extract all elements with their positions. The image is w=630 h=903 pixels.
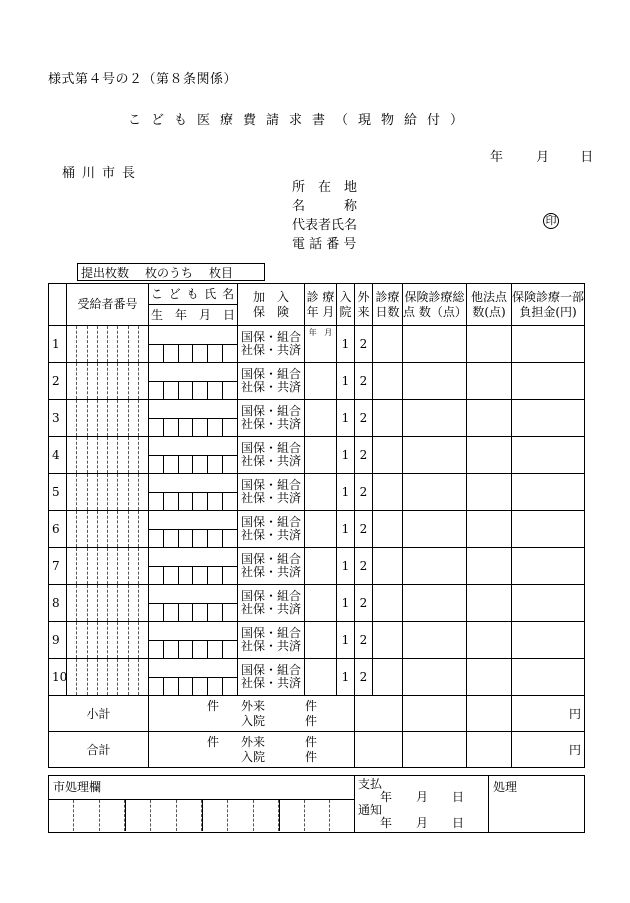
child-name-field[interactable]	[149, 661, 237, 678]
payment-date: 年 月 日	[380, 790, 465, 804]
outpatient-cell[interactable]: 2	[355, 400, 373, 437]
date-line	[490, 146, 593, 165]
child-name-field[interactable]	[149, 513, 237, 530]
treatment-month-cell[interactable]	[305, 363, 337, 400]
outpatient-cell[interactable]: 2	[355, 437, 373, 474]
other-law-cell[interactable]	[467, 363, 512, 400]
city-processing-cell	[49, 776, 355, 833]
inpatient-header-2: 院	[339, 304, 352, 319]
child-header	[149, 284, 238, 326]
submit-of: 枚のうち	[145, 265, 194, 280]
outpatient-cell[interactable]: 2	[355, 585, 373, 622]
date-day: 日	[580, 150, 594, 165]
child-cell[interactable]	[149, 363, 238, 400]
insurance-opt-1: 国保・組合	[240, 478, 301, 492]
total-row	[49, 732, 585, 768]
representative-label: 代表者氏名	[292, 218, 358, 233]
child-cell[interactable]	[149, 511, 238, 548]
inpatient-cell[interactable]: 1	[337, 400, 355, 437]
child-cell[interactable]	[149, 474, 238, 511]
days-header-2: 日数	[375, 304, 400, 319]
insurance-opt-2: 社保・共済	[240, 380, 301, 394]
row-number: 4	[49, 437, 67, 474]
points-cell[interactable]	[403, 474, 467, 511]
copay-header-1: 保険診療一部	[512, 289, 585, 304]
row-number: 10	[49, 659, 67, 696]
insurance-cell[interactable]	[238, 622, 305, 659]
points-cell[interactable]	[403, 437, 467, 474]
recipient-no-cell[interactable]	[67, 622, 149, 659]
insurance-opt-1: 国保・組合	[240, 663, 301, 677]
insurance-opt-2: 社保・共済	[240, 602, 301, 616]
points-cell[interactable]	[403, 548, 467, 585]
row-number: 7	[49, 548, 67, 585]
recipient-no-header: 受給者番号	[67, 284, 149, 326]
outpatient-cell[interactable]: 2	[355, 363, 373, 400]
insurance-opt-2: 社保・共済	[240, 417, 301, 431]
child-name-field[interactable]	[149, 365, 237, 382]
treatment-month-cell[interactable]	[305, 585, 337, 622]
submission-count-box	[77, 263, 265, 281]
child-cell[interactable]	[149, 622, 238, 659]
treatment-month-cell[interactable]	[305, 437, 337, 474]
other-law-cell[interactable]	[467, 474, 512, 511]
copay-cell[interactable]	[512, 400, 585, 437]
other-law-cell[interactable]	[467, 437, 512, 474]
city-processing-table	[48, 775, 585, 833]
date-month: 月	[536, 150, 550, 165]
other-law-cell[interactable]	[467, 326, 512, 363]
recipient-no-cell[interactable]	[67, 363, 149, 400]
inpatient-cell[interactable]: 1	[337, 511, 355, 548]
total-in-ken: 件	[305, 749, 318, 764]
table-header	[49, 284, 585, 326]
points-header-2: 点 数（点）	[403, 304, 467, 319]
row-number: 9	[49, 622, 67, 659]
child-cell[interactable]	[149, 326, 238, 363]
insurance-cell[interactable]	[238, 437, 305, 474]
treatment-month-cell[interactable]	[305, 400, 337, 437]
recipient-no-cell[interactable]	[67, 474, 149, 511]
total-label: 合計	[49, 732, 149, 768]
outpatient-header	[355, 284, 373, 326]
insurance-cell[interactable]	[238, 511, 305, 548]
child-cell[interactable]	[149, 437, 238, 474]
payment-label: 支払	[358, 777, 383, 791]
form-title: こども医療費請求書（現物給付）	[128, 113, 474, 128]
recipient-no-cell[interactable]	[67, 400, 149, 437]
month-mark: 月	[324, 328, 333, 337]
subtotal-inpatient: 入院	[241, 713, 266, 728]
outpatient-header-1: 外	[357, 289, 370, 304]
recipient-no-cell[interactable]	[67, 326, 149, 363]
insurance-header-1: 加 入	[252, 289, 289, 304]
treatment-month-header	[305, 284, 337, 326]
birth-date-field[interactable]	[149, 345, 237, 362]
copay-cell[interactable]	[512, 548, 585, 585]
subtotal-counts	[149, 696, 355, 732]
submit-page: 枚目	[209, 265, 234, 280]
payment-notice-cell	[355, 776, 489, 833]
outpatient-cell[interactable]: 2	[355, 326, 373, 363]
insurance-opt-2: 社保・共済	[240, 639, 301, 653]
inpatient-header	[337, 284, 355, 326]
table-row	[49, 659, 585, 696]
days-cell[interactable]	[373, 585, 403, 622]
treatment-month-cell[interactable]	[305, 326, 337, 363]
days-header	[373, 284, 403, 326]
child-cell[interactable]	[149, 548, 238, 585]
table-row	[49, 437, 585, 474]
copay-cell[interactable]	[512, 363, 585, 400]
subtotal-out-ken: 件	[305, 698, 318, 713]
other-law-cell[interactable]	[467, 511, 512, 548]
notice-date: 年 月 日	[380, 816, 465, 830]
table-row	[49, 622, 585, 659]
points-header	[403, 284, 467, 326]
insurance-opt-2: 社保・共済	[240, 343, 301, 357]
subtotal-yen: 円	[512, 696, 585, 732]
points-cell[interactable]	[403, 622, 467, 659]
addressee: 桶川市長	[62, 166, 143, 181]
outpatient-cell[interactable]: 2	[355, 659, 373, 696]
points-cell[interactable]	[403, 363, 467, 400]
child-cell[interactable]	[149, 400, 238, 437]
subtotal-ken: 件	[207, 698, 220, 713]
copay-header-2: 負担金(円)	[519, 304, 577, 319]
form-number: 様式第４号の２（第８条関係）	[48, 72, 238, 87]
row-number: 6	[49, 511, 67, 548]
insurance-opt-2: 社保・共済	[240, 491, 301, 505]
child-cell[interactable]	[149, 659, 238, 696]
claim-table	[48, 283, 585, 768]
inpatient-cell[interactable]: 1	[337, 363, 355, 400]
copay-cell[interactable]	[512, 659, 585, 696]
copay-cell[interactable]	[512, 437, 585, 474]
proc-box-4	[280, 800, 354, 831]
seal-mark: 印	[543, 213, 559, 229]
child-name-field[interactable]	[149, 624, 237, 641]
insurance-header	[238, 284, 305, 326]
copay-cell[interactable]	[512, 585, 585, 622]
inpatient-cell[interactable]: 1	[337, 326, 355, 363]
insurance-opt-2: 社保・共済	[240, 565, 301, 579]
inpatient-header-1: 入	[339, 289, 352, 304]
total-outpatient: 外来	[241, 734, 266, 749]
days-cell[interactable]	[373, 659, 403, 696]
row-number: 8	[49, 585, 67, 622]
subtotal-row	[49, 696, 585, 732]
insurance-opt-1: 国保・組合	[240, 626, 301, 640]
phone-label: 電 話 番 号	[292, 237, 357, 252]
other-law-header-2: 数(点)	[472, 304, 506, 319]
insurance-cell[interactable]	[238, 326, 305, 363]
days-header-1: 診療	[375, 289, 400, 304]
recipient-no-cell[interactable]	[67, 511, 149, 548]
treatment-month-cell[interactable]	[305, 659, 337, 696]
insurance-opt-2: 社保・共済	[240, 454, 301, 468]
row-number: 3	[49, 400, 67, 437]
total-inpatient: 入院	[241, 749, 266, 764]
notice-label: 通知	[358, 803, 383, 817]
birth-date-field[interactable]	[149, 456, 237, 473]
submit-label: 提出枚数	[81, 265, 130, 280]
table-row	[49, 548, 585, 585]
table-row	[49, 363, 585, 400]
birth-date-field[interactable]	[149, 419, 237, 436]
insurance-cell[interactable]	[238, 548, 305, 585]
subtotal-label: 小計	[49, 696, 149, 732]
insurance-opt-1: 国保・組合	[240, 552, 301, 566]
inpatient-cell[interactable]: 1	[337, 622, 355, 659]
other-law-cell[interactable]	[467, 622, 512, 659]
points-cell[interactable]	[403, 659, 467, 696]
other-law-cell[interactable]	[467, 548, 512, 585]
insurance-cell[interactable]	[238, 659, 305, 696]
days-cell[interactable]	[373, 363, 403, 400]
outpatient-header-2: 来	[357, 304, 370, 319]
outpatient-cell[interactable]: 2	[355, 548, 373, 585]
total-counts	[149, 732, 355, 768]
days-cell[interactable]	[373, 474, 403, 511]
birth-date-field[interactable]	[149, 678, 237, 695]
insurance-cell[interactable]	[238, 400, 305, 437]
total-out-ken: 件	[305, 734, 318, 749]
treatment-month-header-2: 年 月	[306, 304, 335, 319]
recipient-no-cell[interactable]	[67, 659, 149, 696]
copay-cell[interactable]	[512, 326, 585, 363]
birth-date-field[interactable]	[149, 604, 237, 621]
date-year: 年	[490, 150, 504, 165]
name-label: 名 称	[292, 199, 358, 214]
days-cell[interactable]	[373, 326, 403, 363]
treatment-month-cell[interactable]	[305, 622, 337, 659]
points-cell[interactable]	[403, 585, 467, 622]
recipient-no-cell[interactable]	[67, 585, 149, 622]
proc-box-1	[49, 800, 126, 831]
applicant-info	[292, 178, 366, 254]
days-cell[interactable]	[373, 400, 403, 437]
year-mark: 年	[308, 328, 317, 337]
insurance-opt-2: 社保・共済	[240, 528, 301, 542]
outpatient-cell[interactable]: 2	[355, 474, 373, 511]
child-name-field[interactable]	[149, 328, 237, 345]
row-number: 2	[49, 363, 67, 400]
treatment-month-cell[interactable]	[305, 548, 337, 585]
recipient-no-cell[interactable]	[67, 437, 149, 474]
other-law-header	[467, 284, 512, 326]
birth-date-field[interactable]	[149, 567, 237, 584]
birth-date-field[interactable]	[149, 530, 237, 547]
recipient-no-cell[interactable]	[67, 548, 149, 585]
insurance-cell[interactable]	[238, 474, 305, 511]
days-cell[interactable]	[373, 437, 403, 474]
insurance-opt-1: 国保・組合	[240, 441, 301, 455]
insurance-opt-1: 国保・組合	[240, 330, 301, 344]
inpatient-cell[interactable]: 1	[337, 474, 355, 511]
treatment-month-header-1: 診 療	[306, 289, 335, 304]
birth-date-header: 生 年 月 日	[150, 308, 235, 322]
table-row	[49, 585, 585, 622]
row-number: 1	[49, 326, 67, 363]
city-processing-label: 市処理欄	[49, 776, 354, 800]
points-cell[interactable]	[403, 326, 467, 363]
total-ken: 件	[207, 734, 220, 749]
copay-cell[interactable]	[512, 474, 585, 511]
child-name-field[interactable]	[149, 550, 237, 567]
insurance-opt-1: 国保・組合	[240, 404, 301, 418]
points-cell[interactable]	[403, 400, 467, 437]
days-cell[interactable]	[373, 622, 403, 659]
child-name-field[interactable]	[149, 587, 237, 604]
birth-date-field[interactable]	[149, 382, 237, 399]
total-yen: 円	[512, 732, 585, 768]
days-cell[interactable]	[373, 548, 403, 585]
child-name-field[interactable]	[149, 476, 237, 493]
insurance-opt-2: 社保・共済	[240, 676, 301, 690]
outpatient-cell[interactable]: 2	[355, 511, 373, 548]
points-header-1: 保険診療総	[404, 289, 465, 304]
insurance-opt-1: 国保・組合	[240, 515, 301, 529]
insurance-cell[interactable]	[238, 363, 305, 400]
treatment-month-cell[interactable]	[305, 474, 337, 511]
child-name-field[interactable]	[149, 439, 237, 456]
row-number: 5	[49, 474, 67, 511]
table-row	[49, 474, 585, 511]
proc-box-3	[203, 800, 280, 831]
inpatient-cell[interactable]: 1	[337, 585, 355, 622]
inpatient-cell[interactable]: 1	[337, 437, 355, 474]
table-row	[49, 400, 585, 437]
other-law-header-1: 他法点	[470, 289, 507, 304]
table-row	[49, 326, 585, 363]
points-cell[interactable]	[403, 511, 467, 548]
birth-date-field[interactable]	[149, 641, 237, 658]
subtotal-outpatient: 外来	[241, 698, 266, 713]
proc-box-2	[126, 800, 203, 831]
days-cell[interactable]	[373, 511, 403, 548]
subtotal-in-ken: 件	[305, 713, 318, 728]
child-name-field[interactable]	[149, 402, 237, 419]
child-name-header: こ ど も 氏 名	[149, 284, 237, 305]
copay-cell[interactable]	[512, 622, 585, 659]
other-law-cell[interactable]	[467, 400, 512, 437]
process-label: 処理	[489, 776, 585, 833]
copay-cell[interactable]	[512, 511, 585, 548]
insurance-opt-1: 国保・組合	[240, 589, 301, 603]
insurance-header-2: 保 険	[252, 304, 289, 319]
insurance-cell[interactable]	[238, 585, 305, 622]
table-row	[49, 511, 585, 548]
address-label: 所 在 地	[292, 180, 358, 195]
insurance-opt-1: 国保・組合	[240, 367, 301, 381]
outpatient-cell[interactable]: 2	[355, 622, 373, 659]
inpatient-cell[interactable]: 1	[337, 548, 355, 585]
other-law-cell[interactable]	[467, 585, 512, 622]
inpatient-cell[interactable]: 1	[337, 659, 355, 696]
treatment-month-cell[interactable]	[305, 511, 337, 548]
child-cell[interactable]	[149, 585, 238, 622]
copay-header	[512, 284, 585, 326]
other-law-cell[interactable]	[467, 659, 512, 696]
birth-date-field[interactable]	[149, 493, 237, 510]
